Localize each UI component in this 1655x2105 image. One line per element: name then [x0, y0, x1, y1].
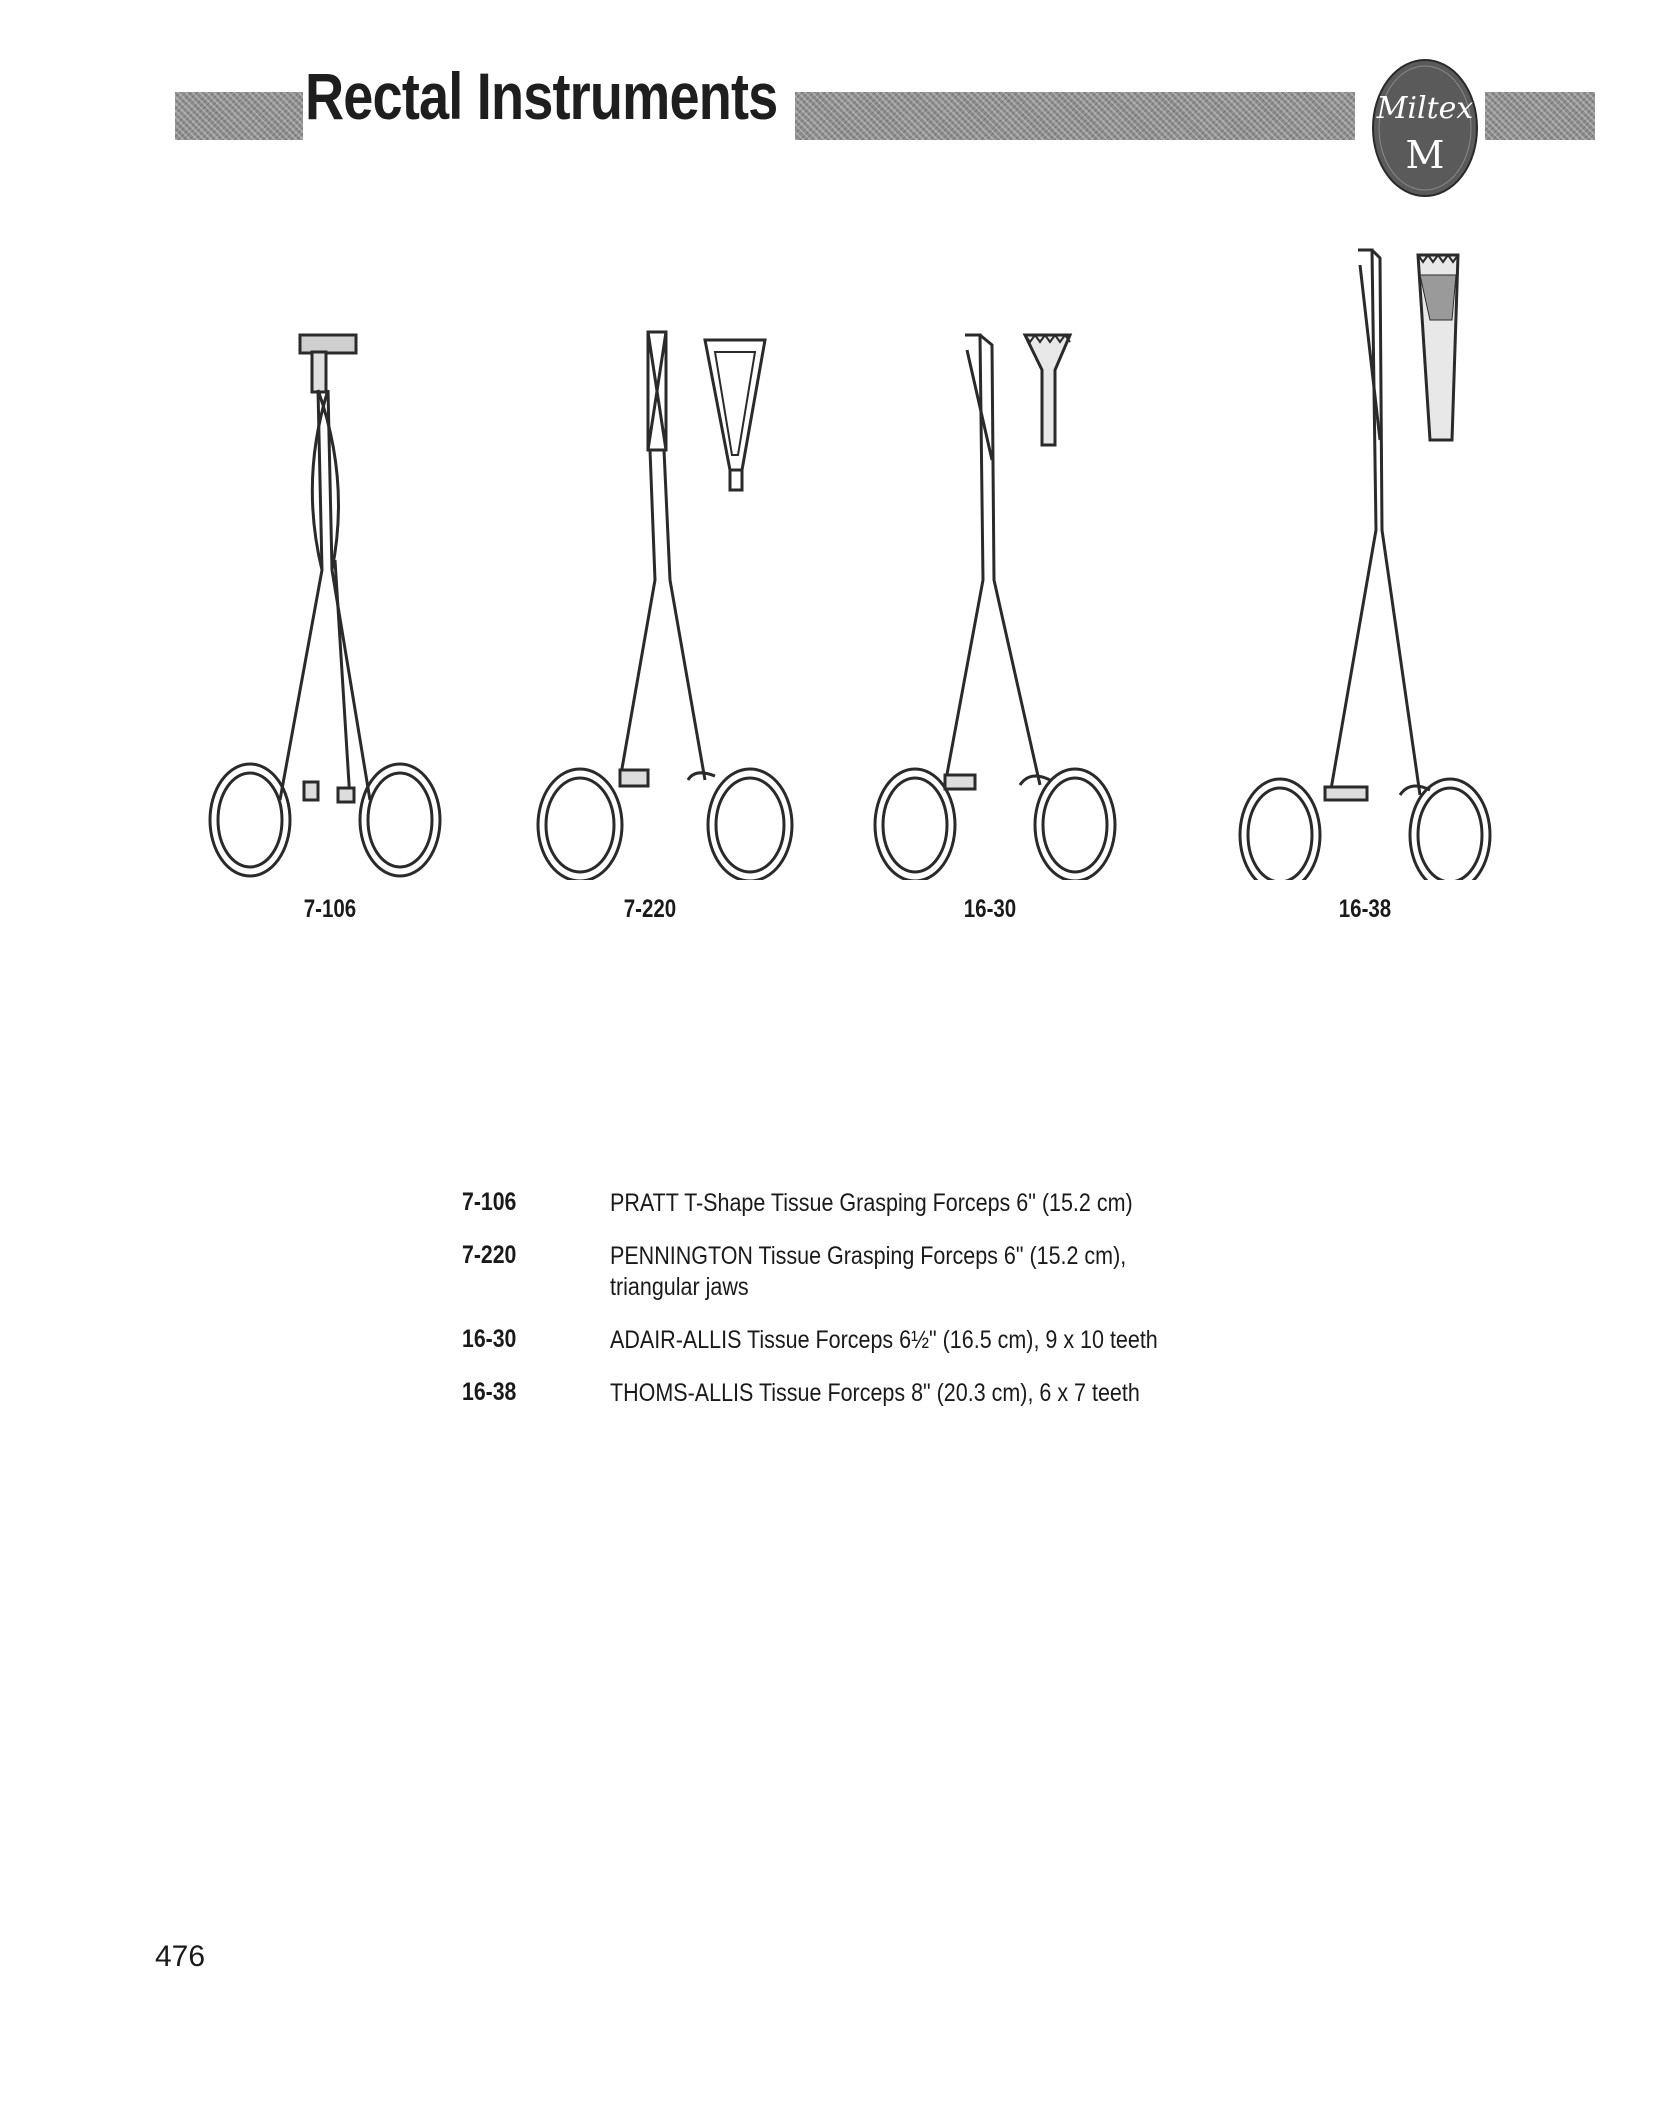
list-item [462, 1325, 1362, 1356]
pennington-forceps-drawing [520, 240, 820, 880]
product-list [462, 1188, 1362, 1431]
product-description: THOMS-ALLIS Tissue Forceps 8" (20.3 cm), 6 x 7 teeth [610, 1379, 1140, 1407]
product-description: PENNINGTON Tissue Grasping Forceps 6" (15.2 cm), triangular jaws [610, 1242, 1127, 1301]
pratt-forceps-drawing [200, 240, 500, 880]
page-header [165, 50, 1595, 200]
figure-7-220 [520, 240, 820, 960]
product-description: ADAIR-ALLIS Tissue Forceps 6½" (16.5 cm), 9 x 10 teeth [610, 1326, 1158, 1354]
adair-allis-forceps-drawing [870, 240, 1170, 880]
header-bar-left [175, 92, 303, 140]
figure-code: 7-106 [303, 895, 357, 923]
list-item [462, 1378, 1362, 1409]
figure-code: 16-38 [1338, 895, 1392, 923]
page-title: Rectal Instruments [305, 59, 778, 133]
figure-7-106 [200, 240, 500, 960]
logo-text: Miltex [1376, 91, 1474, 126]
figure-16-30 [870, 240, 1170, 960]
figure-code: 16-30 [963, 895, 1017, 923]
logo-monogram: M [1405, 133, 1445, 177]
miltex-logo [1365, 50, 1485, 200]
product-description: PRATT T-Shape Tissue Grasping Forceps 6" (15.2 cm) [610, 1189, 1133, 1217]
figure-code: 7-220 [623, 895, 677, 923]
list-item [462, 1188, 1362, 1219]
header-bar-middle [795, 92, 1355, 140]
product-code: 16-30 [462, 1325, 517, 1353]
header-bar-right [1485, 92, 1595, 140]
page-number: 476 [155, 1940, 206, 1973]
instrument-illustrations [200, 240, 1540, 960]
list-item [462, 1241, 1362, 1303]
product-code: 7-220 [462, 1241, 517, 1269]
figure-16-38 [1230, 240, 1530, 960]
product-code: 16-38 [462, 1378, 517, 1406]
thoms-allis-forceps-drawing [1230, 240, 1530, 880]
product-code: 7-106 [462, 1188, 517, 1216]
